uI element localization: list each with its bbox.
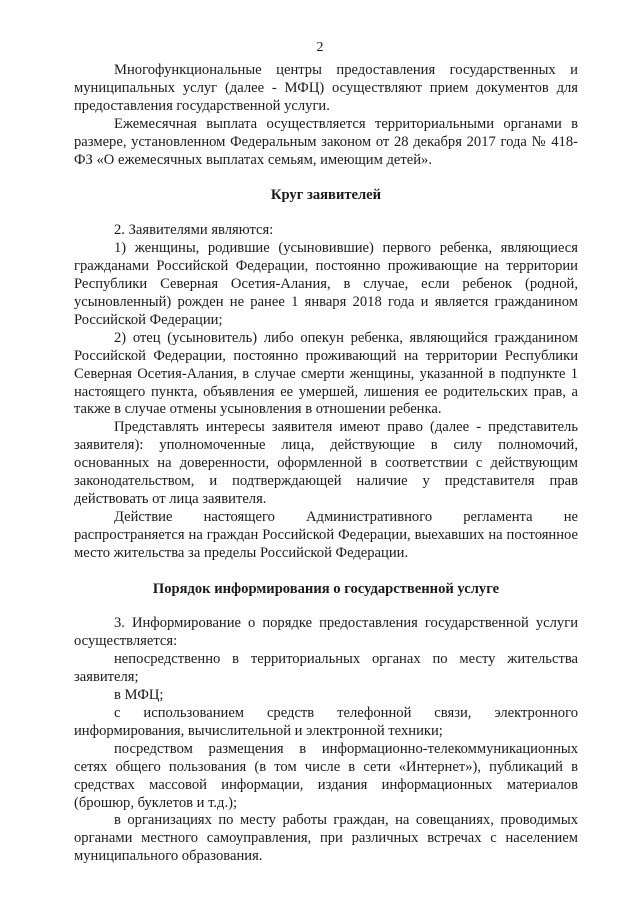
page-number: 2 (316, 40, 324, 55)
paragraph-representative: Представлять интересы заявителя имеют право (далее - представитель заявителя): уполномоченные лица, действующие в силу полномочий, основанных на доверенности, оформленной в соответствии с действующим законодательством, и подтверждающей наличие у представителя прав действовать от лица заявителя. (74, 419, 578, 507)
paragraph-telephone: с использованием средств телефонной связи, электронного информирования, вычислительной и электронной техники; (74, 705, 578, 739)
paragraph-in-mfc: в МФЦ; (114, 687, 164, 704)
section-applicants (74, 222, 578, 562)
paragraph-item-3: 3. Информирование о порядке предоставления государственной услуги осуществляется: (74, 615, 578, 650)
paragraph-mfc: Многофункциональные центры предоставления государственных и муниципальных услуг (далее - МФЦ) осуществляют прием документов для предоставления государственной услуги. (74, 62, 578, 114)
paragraph-payment: Ежемесячная выплата осуществляется территориальными органами в размере, установленном Федеральным законом от 28 декабря 2017 года № 418-ФЗ «О ежемесячных выплатах семьям, имеющим детей». (74, 115, 578, 168)
paragraph-scope: Действие настоящего Административного регламента не распространяется на граждан Российской Федерации, выехавших на постоянное место жительства за пределы Российской Федерации. (74, 508, 578, 561)
paragraph-internet: посредством размещения в информационно-телекоммуникационных сетях общего пользования (в том числе в сети «Интернет»), публикаций в средствах массовой информации, издания информационных материалов (брошюр, буклетов и т.д.); (74, 740, 578, 811)
paragraph-item-2: 2. Заявителями являются: (114, 222, 274, 239)
section-heading-applicants: Круг заявителей (270, 187, 382, 204)
section-heading-informing: Порядок информирования о государственной услуге (152, 580, 500, 597)
section-informing (74, 615, 578, 866)
paragraph-territorial-bodies: непосредственно в территориальных органах по месту жительства заявителя; (74, 651, 578, 686)
document-body (74, 62, 578, 866)
paragraph-subitem-2: 2) отец (усыновитель) либо опекун ребенка, являющийся гражданином Российской Федерации, постоянно проживающий на территории Республики Северная Осетия-Алания, в случае смерти женщины, указанной в подпункте 1 настоящего пункта, объявления ее умершей, лишения ее родительских прав, а также в случае отмены усыновления в отношении ребенка. (74, 329, 578, 418)
paragraph-organizations: в организациях по месту работы граждан, на совещаниях, проводимых органами местного самоуправления, при различных встречах с населением муниципального образования. (74, 812, 578, 865)
paragraph-subitem-1: 1) женщины, родившие (усыновившие) первого ребенка, являющиеся гражданами Российской Федерации, постоянно проживающие на территории Республики Северная Осетия-Алания, в случае, если ребенок (родной, усыновленный) рожден не ранее 1 января 2018 года и является гражданином Российской Федерации; (74, 240, 578, 328)
